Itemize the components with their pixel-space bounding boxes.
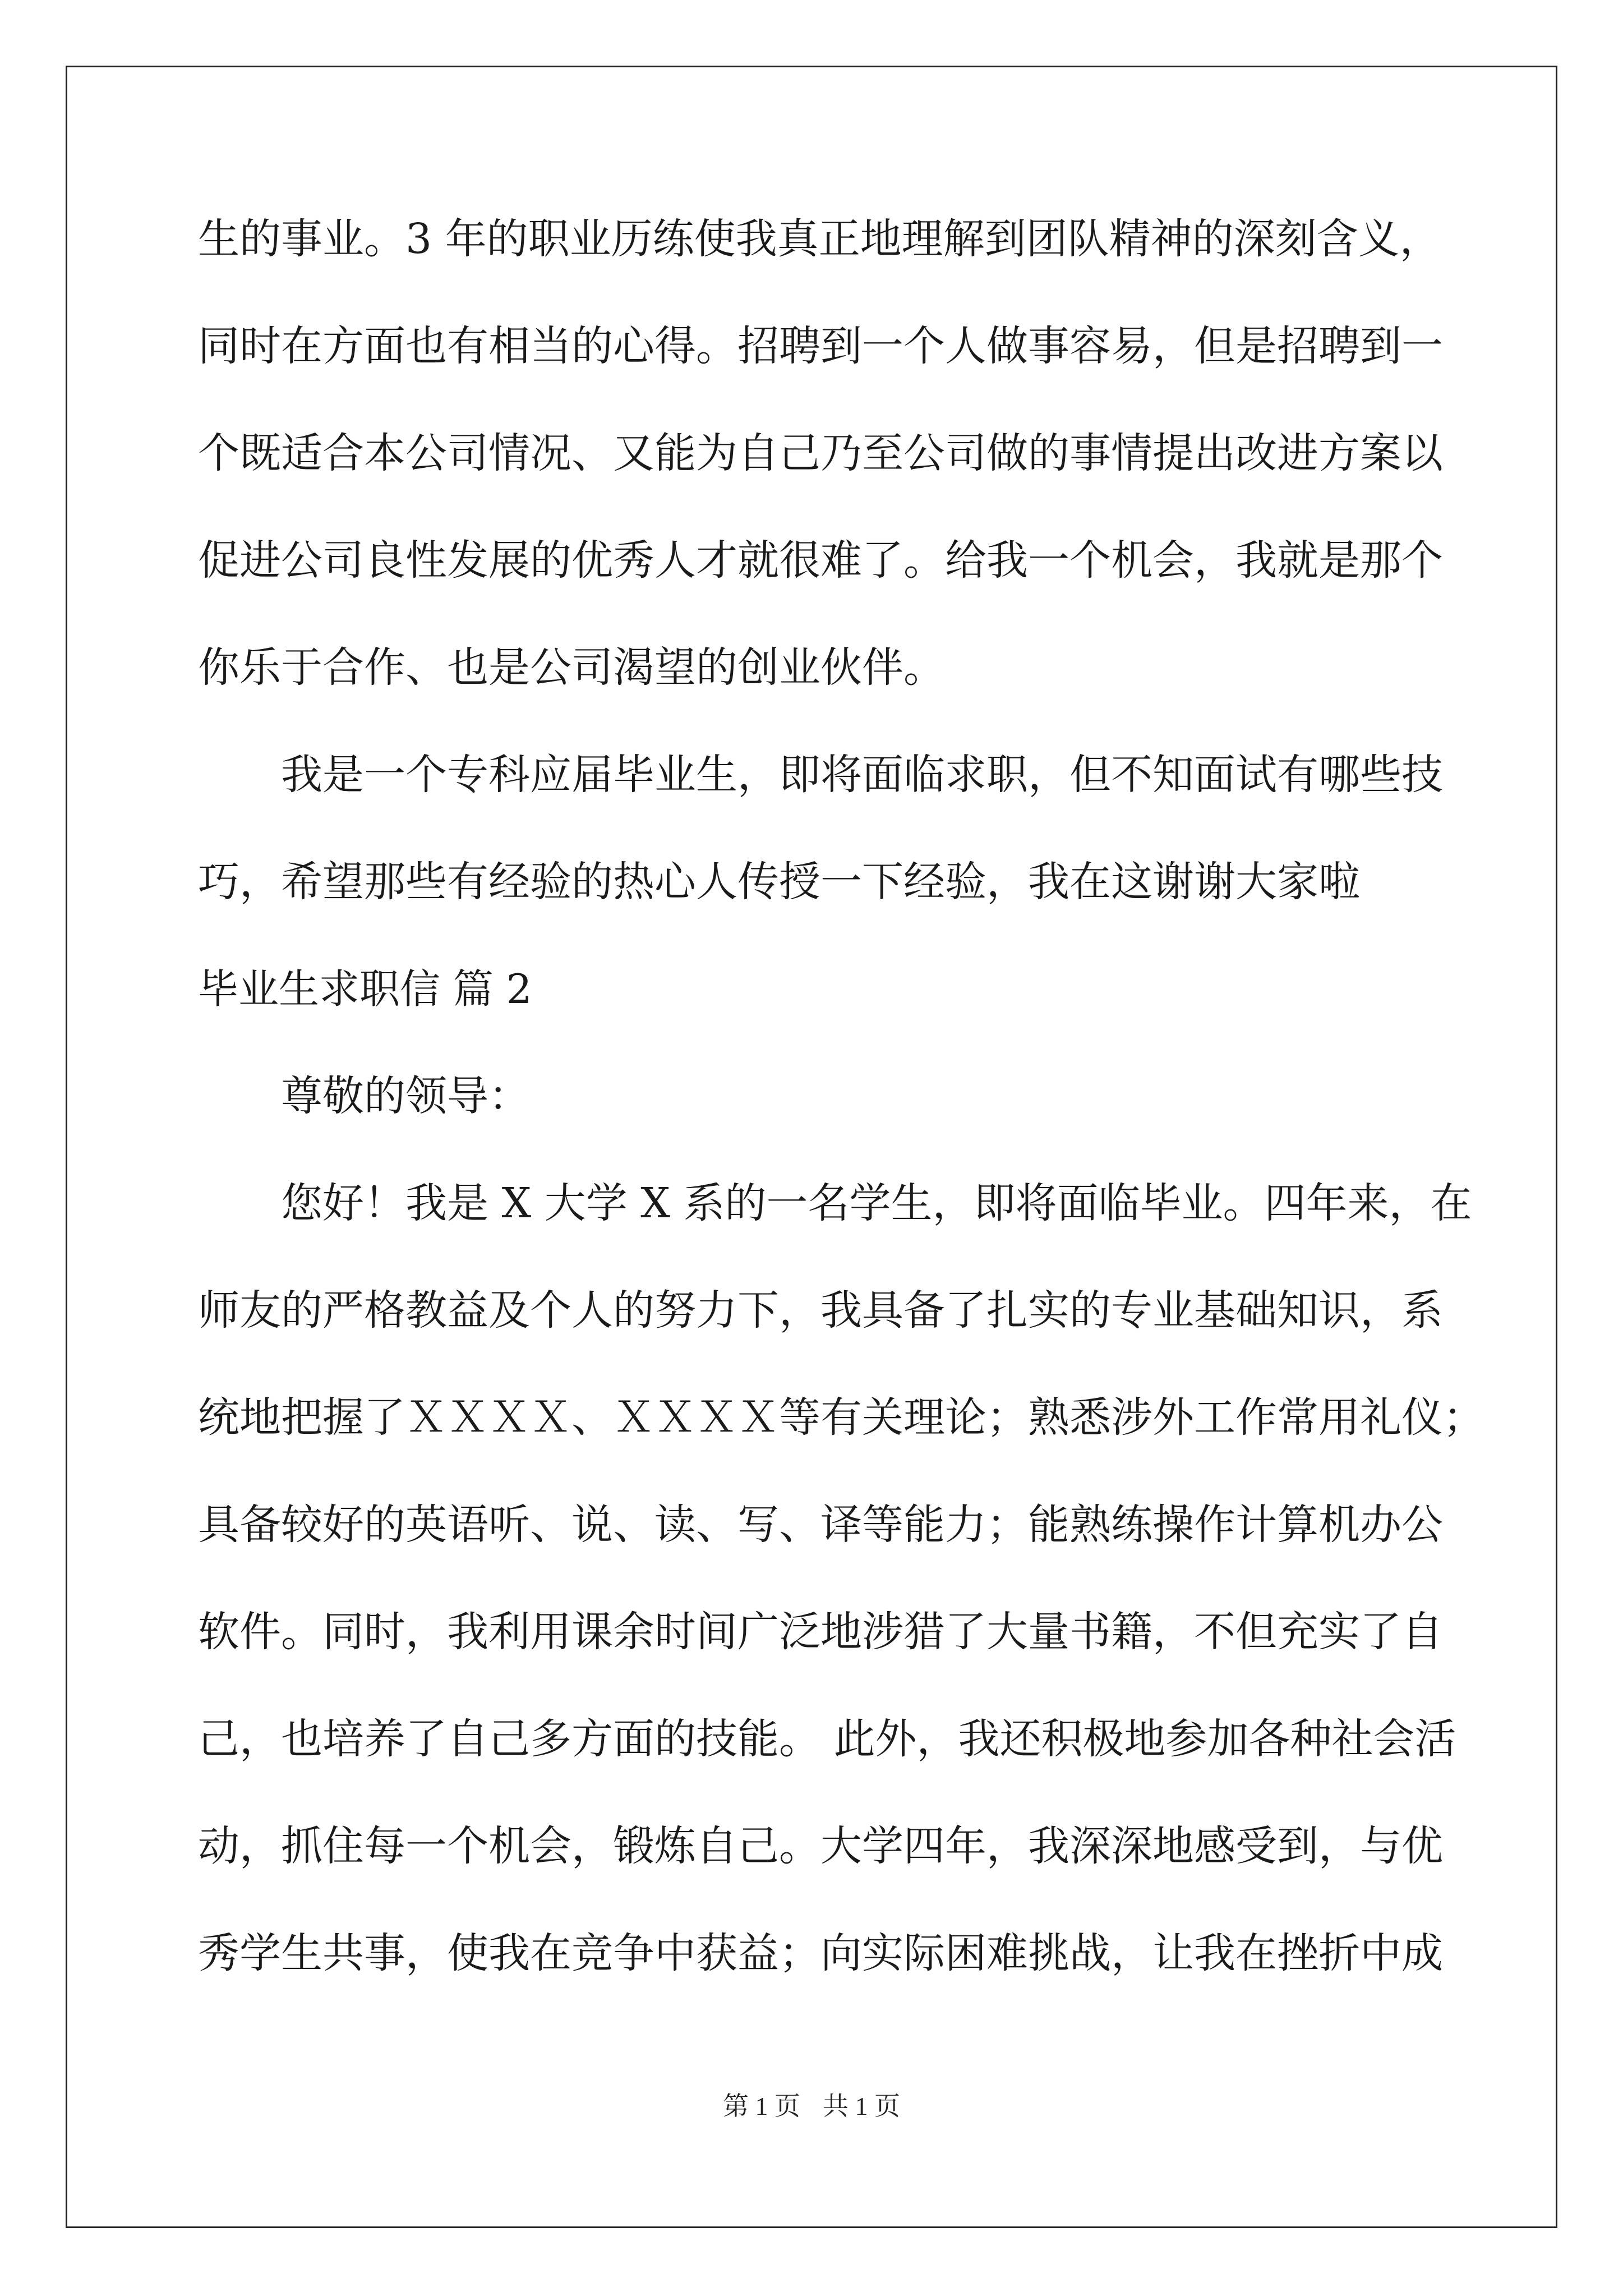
document-body (198, 205, 1484, 2026)
text-line: 生的事业。3 年的职业历练使我真正地理解到团队精神的深刻含义， (198, 215, 1441, 263)
text-line: 软件。同时，我利用课余时间广泛地涉猎了大量书籍，不但充实了自 (198, 1608, 1443, 1656)
page-number: 第 1 页 (723, 2092, 800, 2120)
text-line: 同时在方面也有相当的心得。招聘到一个人做事容易，但是招聘到一 (198, 322, 1443, 370)
text-line: 巧，希望那些有经验的热心人传授一下经验，我在这谢谢大家啦 (198, 858, 1360, 906)
text-line: 促进公司良性发展的优秀人才就很难了。给我一个机会，我就是那个 (198, 536, 1443, 585)
text-line: 具备较好的英语听、说、读、写、译等能力；能熟练操作计算机办公 (198, 1501, 1443, 1549)
text-line: 师友的严格教益及个人的努力下，我具备了扎实的专业基础知识，系 (198, 1286, 1443, 1335)
text-line: 动，抓住每一个机会，锻炼自己。大学四年，我深深地感受到，与优 (198, 1822, 1443, 1870)
section-heading: 毕业生求职信 篇 2 (198, 965, 532, 1013)
text-line: 个既适合本公司情况、又能为自己乃至公司做的事情提出改进方案以 (198, 429, 1443, 477)
salutation: 尊敬的领导： (281, 1072, 530, 1120)
paragraph-start-line: 您好！我是 X 大学 X 系的一名学生，即将面临毕业。四年来，在 (281, 1179, 1472, 1227)
page-footer (0, 2090, 1623, 2123)
text-line: 秀学生共事，使我在竞争中获益；向实际困难挑战，让我在挫折中成 (198, 1929, 1443, 1977)
text-line: 统地把握了ＸＸＸＸ、ＸＸＸＸ等有关理论；熟悉涉外工作常用礼仪； (198, 1393, 1484, 1442)
text-line: 己，也培养了自己多方面的技能。 此外，我还积极地参加各种社会活 (198, 1715, 1456, 1763)
paragraph-start-line: 我是一个专科应届毕业生，即将面临求职，但不知面试有哪些技 (281, 751, 1443, 799)
page-total: 共 1 页 (823, 2092, 900, 2120)
text-line: 你乐于合作、也是公司渴望的创业伙伴。 (198, 643, 945, 692)
